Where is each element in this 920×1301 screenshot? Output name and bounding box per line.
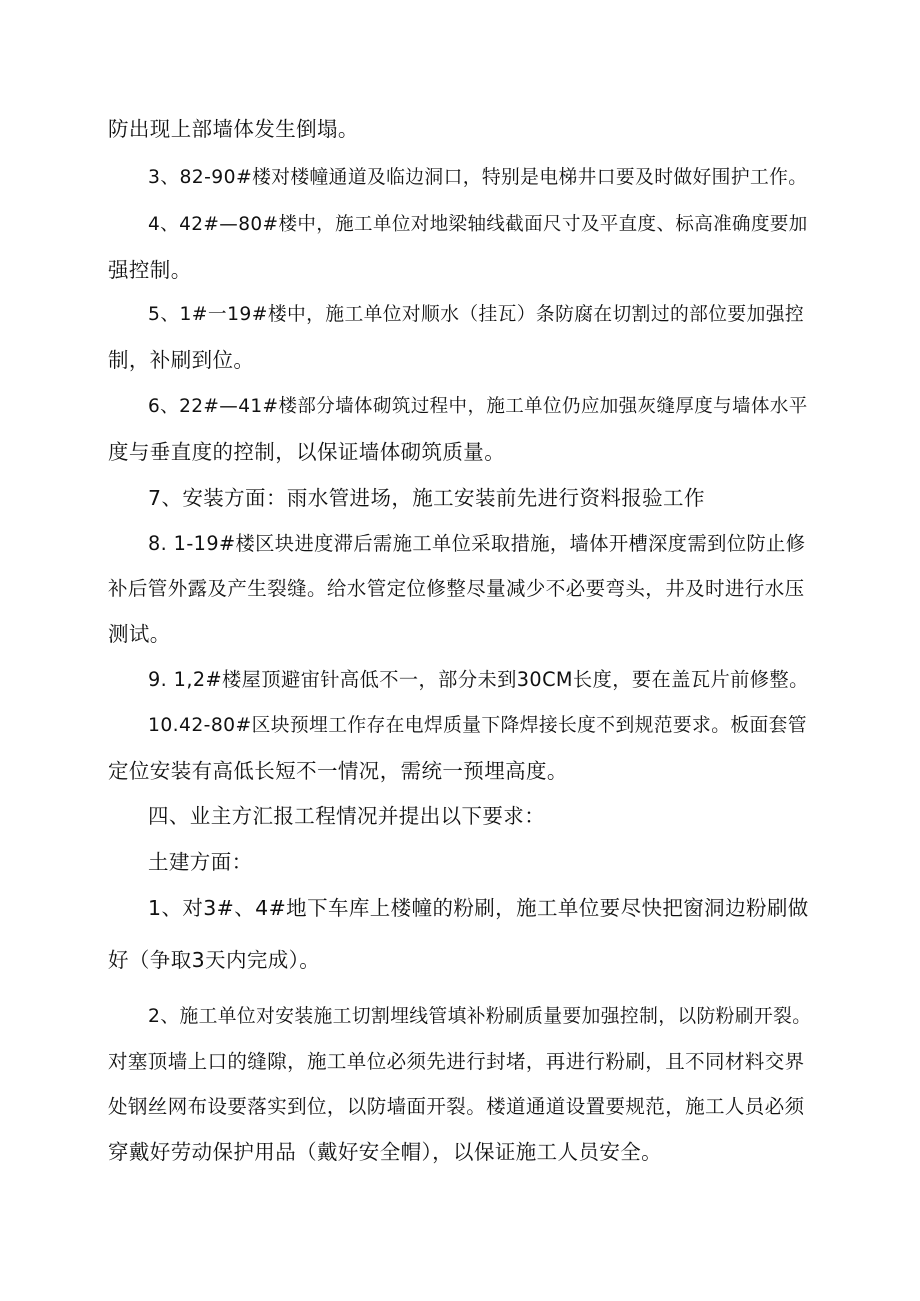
text-line: 1、对3#、4#地下车库上楼幢的粉刷，施工单位要尽快把窗洞边粉刷做 bbox=[148, 896, 809, 920]
section-heading: 四、业主方汇报工程情况并提出以下要求： bbox=[148, 804, 546, 828]
text-line: 测试。 bbox=[108, 622, 171, 646]
text-line: 4、42#—80#楼中，施工单位对地梁轴线截面尺寸及平直度、标高准确度要加 bbox=[148, 214, 808, 235]
text-line: 防出现上部墙体发生倒塌。 bbox=[108, 117, 359, 141]
text-line: 定位安装有高低长短不一情况，需统一预埋高度。 bbox=[108, 759, 568, 783]
text-line: 8. 1-19#楼区块进度滞后需施工单位采取措施，墙体开槽深度需到位防止修 bbox=[148, 532, 806, 555]
text-line: 度与垂直度的控制，以保证墙体砌筑质量。 bbox=[108, 440, 506, 464]
text-line: 处钢丝网布设要落实到位，以防墙面开裂。楼道通道设置要规范，施工人员必须 bbox=[108, 1095, 805, 1118]
text-line: 10.42-80#区块预埋工作存在电焊质量下降焊接长度不到规范要求。板面套管 bbox=[148, 715, 807, 736]
text-line: 补后管外露及产生裂缝。给水管定位修整尽量减少不必要弯头，井及时进行水压 bbox=[108, 577, 805, 600]
text-line: 好（争取3天内完成）。 bbox=[108, 948, 321, 972]
text-line: 强控制。 bbox=[108, 258, 192, 282]
text-line: 7、安装方面：雨水管进场，施工安装前先进行资料报验工作 bbox=[148, 486, 705, 510]
text-line: 3、82-90#楼对楼幢通道及临边洞口，特别是电梯井口要及时做好围护工作。 bbox=[148, 167, 808, 188]
text-line: 9. 1,2#楼屋顶避宙针高低不一，部分未到30CM长度，要在盖瓦片前修整。 bbox=[148, 668, 809, 691]
text-line: 6、22#—41#楼部分墙体砌筑过程中，施工单位仍应加强灰缝厚度与墙体水平 bbox=[148, 396, 808, 417]
text-line: 制，补刷到位。 bbox=[108, 348, 255, 372]
text-line: 5、1#一19#楼中，施工单位对顺水（挂瓦）条防腐在切割过的部位要加强控 bbox=[148, 304, 805, 325]
text-line: 穿戴好劳动保护用品（戴好安全帽），以保证施工人员安全。 bbox=[108, 1140, 663, 1164]
subsection-heading: 土建方面： bbox=[148, 850, 253, 874]
text-line: 对塞顶墙上口的缝隙，施工单位必须先进行封堵，再进行粉刷，且不同材料交界 bbox=[108, 1050, 805, 1073]
text-line: 2、施工单位对安装施工切割埋线管填补粉刷质量要加强控制，以防粉刷开裂。 bbox=[148, 1006, 812, 1027]
